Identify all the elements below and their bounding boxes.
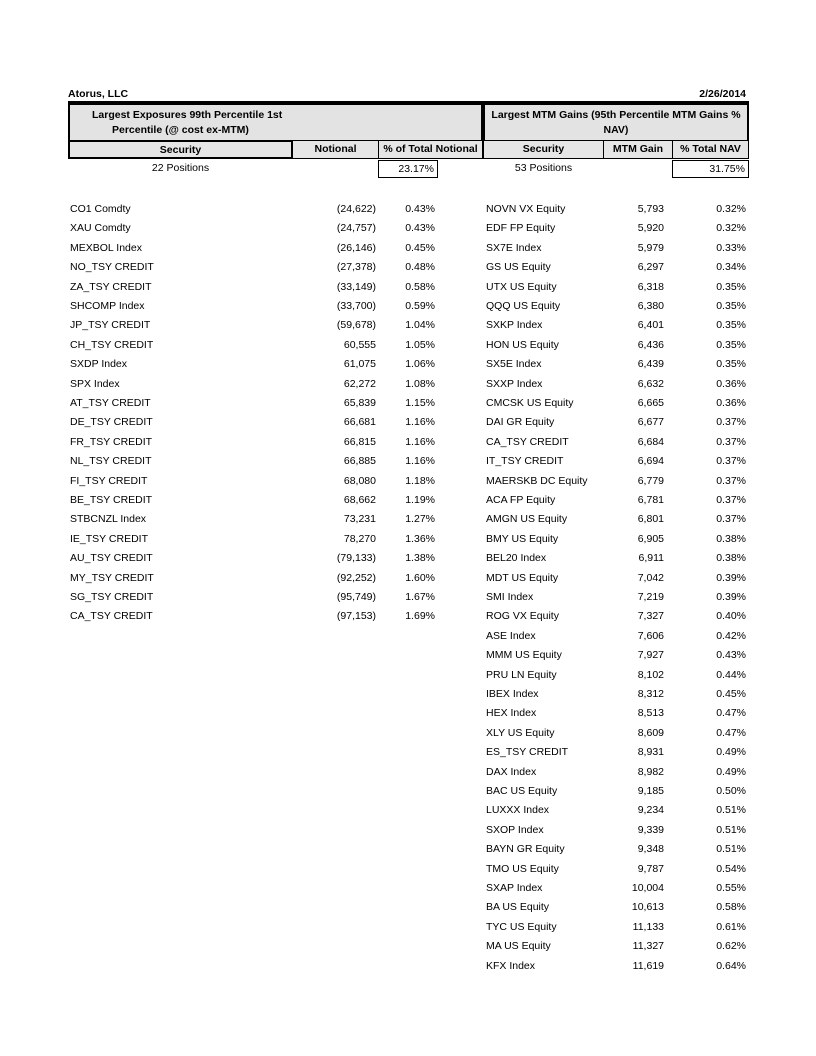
security-cell: XAU Comdty — [70, 222, 131, 234]
right-col-mtm-gain: MTM Gain — [603, 140, 673, 159]
mtm-gain-cell: 11,327 — [632, 940, 664, 952]
security-cell: AT_TSY CREDIT — [70, 397, 151, 409]
mtm-gain-cell: 9,787 — [637, 863, 664, 875]
security-cell: DAX Index — [486, 766, 537, 778]
pct-notional-cell: 1.19% — [405, 494, 435, 506]
right-table-row — [0, 492, 816, 508]
security-cell: SHCOMP Index — [70, 300, 145, 312]
pct-notional-cell: 1.04% — [405, 319, 435, 331]
pct-nav-cell: 0.35% — [716, 319, 746, 331]
right-table-row — [0, 531, 816, 547]
pct-nav-cell: 0.62% — [716, 940, 746, 952]
mtm-gain-cell: 11,133 — [632, 921, 664, 933]
right-table-row — [0, 667, 816, 683]
pct-nav-cell: 0.35% — [716, 358, 746, 370]
mtm-gain-cell: 6,380 — [637, 300, 664, 312]
pct-nav-cell: 0.49% — [716, 746, 746, 758]
mtm-gain-cell: 9,348 — [637, 843, 664, 855]
right-title-line2: NAV) — [603, 124, 629, 136]
right-table-row — [0, 958, 816, 974]
security-cell: XLY US Equity — [486, 727, 555, 739]
left-col-security: Security — [68, 140, 293, 159]
pct-notional-cell: 1.60% — [405, 572, 435, 584]
notional-cell: (33,149) — [336, 281, 376, 293]
right-table-row — [0, 511, 816, 527]
right-table-row — [0, 356, 816, 372]
notional-cell: (95,749) — [336, 591, 376, 603]
right-table-row — [0, 434, 816, 450]
right-table-row — [0, 841, 816, 857]
security-cell: ROG VX Equity — [486, 610, 559, 622]
pct-notional-cell: 0.45% — [405, 242, 435, 254]
pct-nav-cell: 0.39% — [716, 591, 746, 603]
security-cell: SG_TSY CREDIT — [70, 591, 154, 603]
security-cell: SXDP Index — [70, 358, 128, 370]
pct-nav-cell: 0.36% — [716, 397, 746, 409]
security-cell: CO1 Comdty — [70, 203, 131, 215]
notional-cell: 60,555 — [343, 339, 376, 351]
pct-notional-cell: 0.48% — [405, 261, 435, 273]
right-table-row — [0, 414, 816, 430]
pct-nav-cell: 0.51% — [716, 804, 746, 816]
pct-notional-cell: 1.06% — [405, 358, 435, 370]
pct-nav-cell: 0.38% — [716, 533, 746, 545]
left-title-line2: Percentile (@ cost ex-MTM) — [112, 124, 249, 136]
notional-cell: 68,662 — [343, 494, 376, 506]
notional-cell: (92,252) — [336, 572, 376, 584]
left-panel-title — [68, 103, 483, 140]
right-table-row — [0, 473, 816, 489]
security-cell: PRU LN Equity — [486, 669, 557, 681]
pct-nav-cell: 0.37% — [716, 436, 746, 448]
security-cell: CA_TSY CREDIT — [486, 436, 569, 448]
security-cell: NOVN VX Equity — [486, 203, 566, 215]
mtm-gain-cell: 8,312 — [637, 688, 664, 700]
security-cell: BAC US Equity — [486, 785, 558, 797]
security-cell: NO_TSY CREDIT — [70, 261, 154, 273]
notional-cell: (26,146) — [336, 242, 376, 254]
right-table-row — [0, 725, 816, 741]
pct-nav-cell: 0.36% — [716, 378, 746, 390]
right-table-row — [0, 647, 816, 663]
pct-nav-cell: 0.47% — [716, 707, 746, 719]
security-cell: DE_TSY CREDIT — [70, 416, 153, 428]
security-cell: MY_TSY CREDIT — [70, 572, 154, 584]
security-cell: SXOP Index — [486, 824, 544, 836]
right-table-row — [0, 861, 816, 877]
mtm-gain-cell: 6,684 — [637, 436, 664, 448]
notional-cell: 65,839 — [343, 397, 376, 409]
mtm-gain-cell: 9,185 — [637, 785, 664, 797]
notional-cell: (79,133) — [336, 552, 376, 564]
pct-nav-cell: 0.35% — [716, 300, 746, 312]
mtm-gain-cell: 6,297 — [637, 261, 664, 273]
pct-nav-cell: 0.43% — [716, 649, 746, 661]
security-cell: MDT US Equity — [486, 572, 559, 584]
pct-nav-cell: 0.37% — [716, 494, 746, 506]
security-cell: KFX Index — [486, 960, 536, 972]
company-name: Atorus, LLC — [68, 88, 129, 100]
security-cell: JP_TSY CREDIT — [70, 319, 151, 331]
mtm-gain-cell: 7,927 — [637, 649, 664, 661]
pct-notional-cell: 1.16% — [405, 416, 435, 428]
mtm-gain-cell: 6,911 — [638, 552, 664, 564]
pct-nav-cell: 0.39% — [716, 572, 746, 584]
pct-nav-cell: 0.37% — [716, 513, 746, 525]
pct-notional-cell: 1.16% — [405, 455, 435, 467]
notional-cell: (24,622) — [336, 203, 376, 215]
security-cell: SPX Index — [70, 378, 120, 390]
pct-nav-cell: 0.44% — [716, 669, 746, 681]
right-col-pct-nav: % Total NAV — [672, 140, 749, 159]
security-cell: ASE Index — [486, 630, 536, 642]
left-col-pct-notional: % of Total Notional — [378, 140, 483, 159]
right-panel-title — [483, 103, 749, 140]
right-table-row — [0, 550, 816, 566]
right-table-row — [0, 259, 816, 275]
right-table-row — [0, 822, 816, 838]
security-cell: IE_TSY CREDIT — [70, 533, 148, 545]
right-col-security: Security — [483, 140, 604, 159]
right-table-row — [0, 802, 816, 818]
right-table-row — [0, 317, 816, 333]
security-cell: MMM US Equity — [486, 649, 562, 661]
right-table-row — [0, 337, 816, 353]
pct-nav-cell: 0.37% — [716, 475, 746, 487]
pct-nav-cell: 0.47% — [716, 727, 746, 739]
pct-nav-cell: 0.61% — [716, 921, 746, 933]
mtm-gain-cell: 6,665 — [637, 397, 664, 409]
pct-nav-cell: 0.34% — [716, 261, 746, 273]
pct-notional-cell: 1.38% — [405, 552, 435, 564]
right-table-row — [0, 453, 816, 469]
security-cell: ACA FP Equity — [486, 494, 556, 506]
right-table-row — [0, 570, 816, 586]
mtm-gain-cell: 6,905 — [637, 533, 664, 545]
security-cell: ES_TSY CREDIT — [486, 746, 569, 758]
notional-cell: (97,153) — [336, 610, 376, 622]
pct-notional-cell: 1.18% — [405, 475, 435, 487]
right-table-row — [0, 880, 816, 896]
mtm-gain-cell: 9,234 — [637, 804, 664, 816]
left-total-pct: 23.17% — [378, 160, 438, 178]
notional-cell: 73,231 — [343, 513, 376, 525]
mtm-gain-cell: 10,613 — [631, 901, 664, 913]
right-table-row — [0, 220, 816, 236]
right-total-pct: 31.75% — [672, 160, 749, 178]
mtm-gain-cell: 7,219 — [637, 591, 664, 603]
right-table-row — [0, 376, 816, 392]
security-cell: STBCNZL Index — [70, 513, 147, 525]
notional-cell: 66,885 — [343, 455, 376, 467]
pct-notional-cell: 0.43% — [405, 203, 435, 215]
security-cell: HEX Index — [486, 707, 537, 719]
pct-nav-cell: 0.55% — [716, 882, 746, 894]
notional-cell: 68,080 — [343, 475, 376, 487]
security-cell: TMO US Equity — [486, 863, 559, 875]
notional-cell: 62,272 — [343, 378, 376, 390]
right-positions-count: 53 Positions — [514, 162, 573, 174]
pct-nav-cell: 0.32% — [716, 203, 746, 215]
pct-notional-cell: 0.43% — [405, 222, 435, 234]
pct-nav-cell: 0.51% — [716, 843, 746, 855]
pct-nav-cell: 0.58% — [716, 901, 746, 913]
notional-cell: (24,757) — [336, 222, 376, 234]
pct-nav-cell: 0.64% — [716, 960, 746, 972]
security-cell: TYC US Equity — [486, 921, 557, 933]
mtm-gain-cell: 6,318 — [637, 281, 664, 293]
mtm-gain-cell: 7,042 — [637, 572, 664, 584]
notional-cell: 78,270 — [343, 533, 376, 545]
pct-nav-cell: 0.42% — [716, 630, 746, 642]
mtm-gain-cell: 10,004 — [631, 882, 664, 894]
security-cell: BMY US Equity — [486, 533, 559, 545]
notional-cell: (59,678) — [336, 319, 376, 331]
pct-nav-cell: 0.32% — [716, 222, 746, 234]
security-cell: UTX US Equity — [486, 281, 557, 293]
security-cell: FI_TSY CREDIT — [70, 475, 148, 487]
right-table-row — [0, 628, 816, 644]
right-table-row — [0, 899, 816, 915]
mtm-gain-cell: 5,793 — [637, 203, 664, 215]
mtm-gain-cell: 6,677 — [637, 416, 664, 428]
pct-nav-cell: 0.35% — [716, 281, 746, 293]
security-cell: BEL20 Index — [486, 552, 547, 564]
security-cell: ZA_TSY CREDIT — [70, 281, 152, 293]
pct-nav-cell: 0.33% — [716, 242, 746, 254]
mtm-gain-cell: 7,327 — [637, 610, 664, 622]
right-table-row — [0, 764, 816, 780]
security-cell: MEXBOL Index — [70, 242, 142, 254]
mtm-gain-cell: 8,609 — [637, 727, 664, 739]
security-cell: SMI Index — [486, 591, 534, 603]
right-table-row — [0, 395, 816, 411]
security-cell: LUXXX Index — [486, 804, 550, 816]
left-positions-count: 22 Positions — [151, 162, 210, 174]
security-cell: HON US Equity — [486, 339, 559, 351]
security-cell: SX5E Index — [486, 358, 542, 370]
notional-cell: 66,815 — [343, 436, 376, 448]
right-table-row — [0, 919, 816, 935]
pct-nav-cell: 0.38% — [716, 552, 746, 564]
security-cell: SX7E Index — [486, 242, 542, 254]
notional-cell: 61,075 — [343, 358, 376, 370]
right-table-row — [0, 589, 816, 605]
right-table-row — [0, 705, 816, 721]
mtm-gain-cell: 8,513 — [637, 707, 664, 719]
mtm-gain-cell: 6,401 — [637, 319, 664, 331]
security-cell: QQQ US Equity — [486, 300, 561, 312]
security-cell: SXAP Index — [486, 882, 543, 894]
pct-notional-cell: 1.27% — [405, 513, 435, 525]
pct-nav-cell: 0.35% — [716, 339, 746, 351]
pct-nav-cell: 0.54% — [716, 863, 746, 875]
pct-nav-cell: 0.37% — [716, 455, 746, 467]
pct-notional-cell: 0.58% — [405, 281, 435, 293]
notional-cell: (27,378) — [336, 261, 376, 273]
security-cell: FR_TSY CREDIT — [70, 436, 153, 448]
pct-notional-cell: 1.08% — [405, 378, 435, 390]
mtm-gain-cell: 11,619 — [632, 960, 664, 972]
right-table-row — [0, 744, 816, 760]
mtm-gain-cell: 8,982 — [637, 766, 664, 778]
pct-nav-cell: 0.37% — [716, 416, 746, 428]
security-cell: SXKP Index — [486, 319, 543, 331]
right-table-row — [0, 686, 816, 702]
pct-nav-cell: 0.45% — [716, 688, 746, 700]
mtm-gain-cell: 6,781 — [637, 494, 664, 506]
right-table-row — [0, 201, 816, 217]
pct-nav-cell: 0.50% — [716, 785, 746, 797]
mtm-gain-cell: 8,931 — [637, 746, 664, 758]
pct-notional-cell: 1.15% — [405, 397, 435, 409]
mtm-gain-cell: 6,439 — [637, 358, 664, 370]
notional-cell: 66,681 — [343, 416, 376, 428]
mtm-gain-cell: 6,632 — [637, 378, 664, 390]
security-cell: BAYN GR Equity — [486, 843, 565, 855]
security-cell: AMGN US Equity — [486, 513, 568, 525]
mtm-gain-cell: 9,339 — [637, 824, 664, 836]
right-table-row — [0, 783, 816, 799]
security-cell: EDF FP Equity — [486, 222, 556, 234]
security-cell: BE_TSY CREDIT — [70, 494, 153, 506]
mtm-gain-cell: 5,979 — [637, 242, 664, 254]
mtm-gain-cell: 7,606 — [637, 630, 664, 642]
mtm-gain-cell: 5,920 — [637, 222, 664, 234]
mtm-gain-cell: 8,102 — [637, 669, 664, 681]
pct-notional-cell: 1.36% — [405, 533, 435, 545]
mtm-gain-cell: 6,694 — [637, 455, 664, 467]
pct-notional-cell: 1.69% — [405, 610, 435, 622]
pct-notional-cell: 0.59% — [405, 300, 435, 312]
security-cell: SXXP Index — [486, 378, 543, 390]
pct-notional-cell: 1.16% — [405, 436, 435, 448]
report-date: 2/26/2014 — [699, 88, 746, 100]
mtm-gain-cell: 6,801 — [637, 513, 664, 525]
security-cell: MAERSKB DC Equity — [486, 475, 588, 487]
pct-notional-cell: 1.05% — [405, 339, 435, 351]
security-cell: GS US Equity — [486, 261, 551, 273]
security-cell: CMCSK US Equity — [486, 397, 574, 409]
security-cell: NL_TSY CREDIT — [70, 455, 152, 467]
right-table-row — [0, 279, 816, 295]
right-table-row — [0, 298, 816, 314]
left-col-notional: Notional — [292, 140, 379, 159]
pct-nav-cell: 0.49% — [716, 766, 746, 778]
right-table-row — [0, 240, 816, 256]
security-cell: DAI GR Equity — [486, 416, 555, 428]
right-title-line1: Largest MTM Gains (95th Percentile MTM Gains % — [491, 109, 741, 121]
security-cell: CH_TSY CREDIT — [70, 339, 154, 351]
pct-nav-cell: 0.40% — [716, 610, 746, 622]
security-cell: IT_TSY CREDIT — [486, 455, 564, 467]
left-title-line1: Largest Exposures 99th Percentile 1st — [92, 109, 283, 121]
security-cell: AU_TSY CREDIT — [70, 552, 153, 564]
security-cell: IBEX Index — [486, 688, 539, 700]
right-table-row — [0, 608, 816, 624]
notional-cell: (33,700) — [336, 300, 376, 312]
mtm-gain-cell: 6,436 — [637, 339, 664, 351]
pct-notional-cell: 1.67% — [405, 591, 435, 603]
security-cell: BA US Equity — [486, 901, 550, 913]
mtm-gain-cell: 6,779 — [637, 475, 664, 487]
security-cell: MA US Equity — [486, 940, 551, 952]
right-table-row — [0, 938, 816, 954]
pct-nav-cell: 0.51% — [716, 824, 746, 836]
security-cell: CA_TSY CREDIT — [70, 610, 153, 622]
